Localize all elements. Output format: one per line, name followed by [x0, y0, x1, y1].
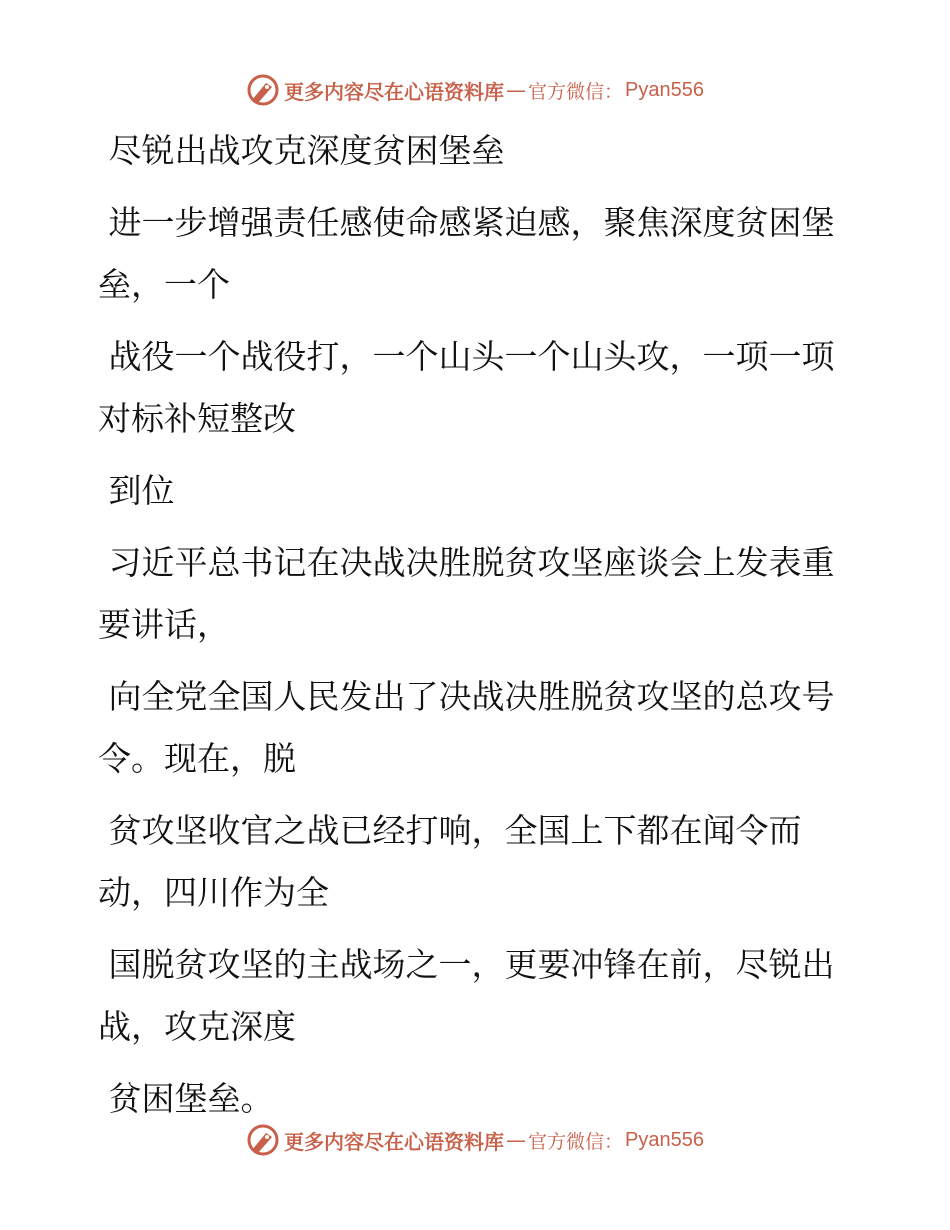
paragraph: 国脱贫攻坚的主战场之一，更要冲锋在前，尽锐出战，攻克深度	[98, 945, 835, 1046]
banner-text: 更多内容尽在心语资料库	[284, 79, 504, 104]
banner-dash: —	[506, 1128, 526, 1152]
paragraph: 到位	[98, 471, 175, 510]
footer-banner	[0, 1120, 950, 1160]
banner-wechat-label: 官方微信：	[528, 1130, 624, 1153]
pen-nib-icon	[246, 73, 280, 107]
pen-nib-icon	[246, 1123, 280, 1157]
paragraph: 贫攻坚收官之战已经打响，全国上下都在闻令而动，四川作为全	[98, 811, 802, 912]
banner-wechat-label: 官方微信：	[528, 80, 624, 103]
paragraph: 向全党全国人民发出了决战决胜脱贫攻坚的总攻号令。现在，脱	[98, 677, 835, 778]
document-title: 尽锐出战攻克深度贫困堡垒	[98, 131, 505, 170]
banner-dash: —	[506, 78, 526, 102]
document-body	[98, 120, 838, 1130]
header-banner	[0, 70, 950, 110]
paragraph: 进一步增强责任感使命感紧迫感，聚焦深度贫困堡垒，一个	[98, 203, 835, 304]
paragraph: 贫困堡垒。	[98, 1079, 274, 1118]
banner-wechat-id: Pyan556	[625, 1128, 704, 1151]
paragraph: 战役一个战役打，一个山头一个山头攻，一项一项对标补短整改	[98, 337, 835, 438]
paragraph: 习近平总书记在决战决胜脱贫攻坚座谈会上发表重要讲话，	[98, 543, 835, 644]
banner-wechat-id: Pyan556	[625, 78, 704, 101]
banner-text: 更多内容尽在心语资料库	[284, 1129, 504, 1154]
